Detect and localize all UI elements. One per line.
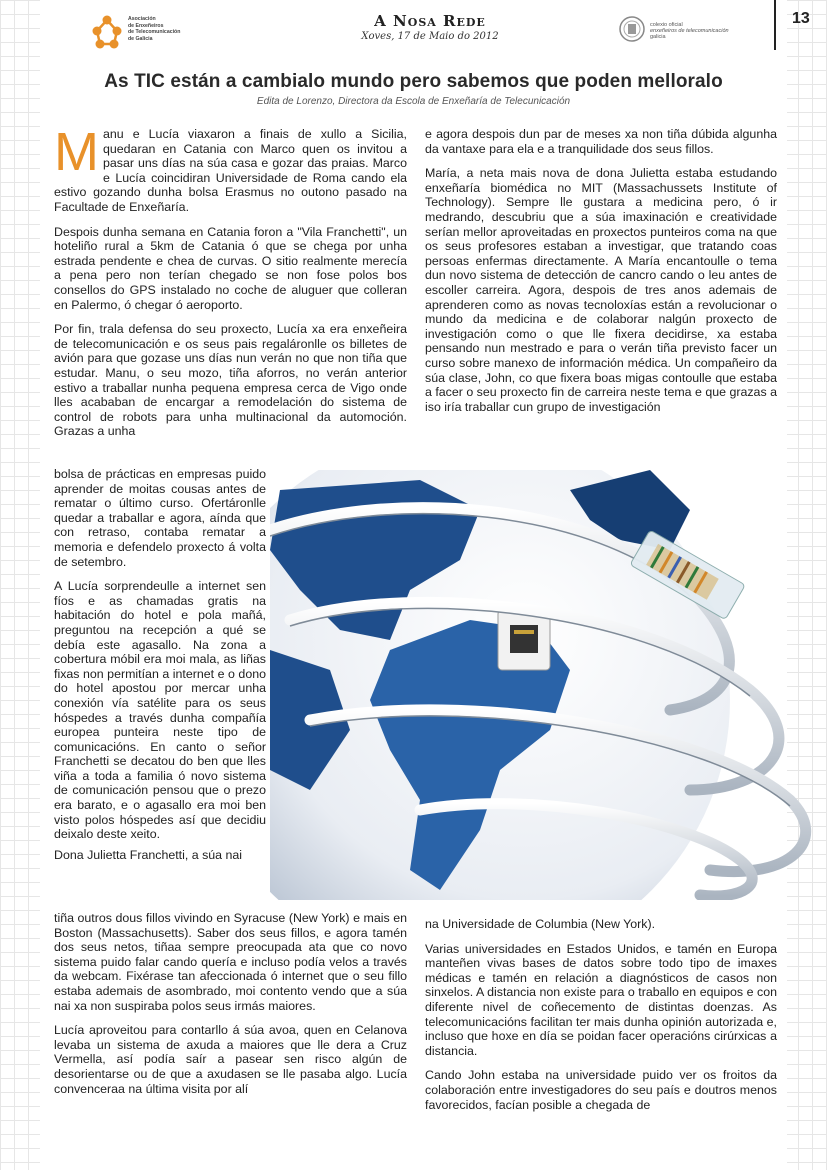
association-logo-icon [90, 14, 124, 50]
paragraph: na Universidade de Columbia (New York). [425, 917, 656, 931]
association-line: de Enxeñeiros [128, 22, 164, 29]
right-column-top [425, 127, 777, 424]
masthead-title: A Nosa Rede [374, 12, 486, 30]
college-line: enxeñeiros de telecomunicación [650, 28, 729, 34]
college-line: galicia [650, 34, 666, 40]
header-divider [774, 0, 776, 50]
page-header [40, 0, 827, 50]
paragraph: bolsa de prácticas en empresas puido aprender de moitas cousas antes de rematar o último curso. Ofertáronlle quedar a traballar e agora, aínda que con retraso, contaba rematar a memoria e defendelo proxecto á volta de setembro. [54, 467, 266, 569]
paragraph: Lucía aproveitou para contarllo á súa avoa, quen en Celanova levaba un sistema de axuda a maiores que lle dera a Cruz Vermella, así podía saír a pasear sen risco algún de desorientarse ou de que a axudasen se lle pasaba algo. Lucía convencerаa na última visita por alí [54, 1023, 407, 1096]
article-byline: Edita de Lorenzo, Directora da Escola de Enxeñaría de Telecunicación [256, 96, 571, 107]
paragraph: Por fin, trala defensa do seu proxecto, Lucía xa era enxeñeira de telecomunicación e os seus pais regaláronlle os billetes de avión para que gozase uns días nun verán no que non tiña que estudar. Manu, o seu mozo, tiña aforros, no verán anterior estivo a traballar nunha pequena empresa cerca de Vigo onde lles acababan de encargar a remodelación do sistema de control de robots para unha multinacional da automoción. Grazas a unha [54, 322, 407, 439]
article-headline: As TIC están a cambialo mundo pero sabemos que poden melloralo [104, 71, 723, 92]
association-line: Asociación [128, 16, 156, 22]
paragraph: A Lucía sorprendeulle a internet sen fíos e as chamadas gratis na habitación do hotel e pola mañá, preguntou na recepción a qué se debía este agasallo. Na zona a cobertura móbil era moi mala, as liñas fixas non permitían a internet e o dono do hotel apostou por mercar unha conexión vía satélite para os seus hóspedes a través dunha compañía europea punteira neste tipo de comunicacións. En canto o señor Franchetti se decatou do ben que lles viña a toda a familia ó novo sistema de comunicación pensou que o prezo era barato, e o agasallo era moi ben visto polos hóspedes así que decidiu deixalo deste xeito. [54, 579, 266, 842]
left-column-narrow [54, 467, 266, 862]
masthead [350, 12, 510, 42]
college-name [650, 22, 760, 40]
association-line: de Telecomunicación [128, 29, 181, 35]
right-column-bottom [425, 917, 777, 1122]
ethernet-socket-icon [498, 610, 550, 670]
paragraph-text: anu e Lucía viaxaron a finais de xullo a Sicilia, quedaran en Catania con Marco quen os invitou a pasar uns días na súa casa e gozar das praias. Marco e Lucía coincidiran Universidade de Roma cando ela estivo gozando dunha bolsa Erasmus no outono pasado na Facultade de Enxeñaría. [54, 127, 407, 214]
paragraph: Varias universidades en Estados Unidos, e tamén en Europa manteñen vivas bases de datos sobre todo tipo de imaxes médicas e tamén en relación a diagnósticos de casos non sinxelos. A distancia non existe para o traballo en equipos e con diferente nivel de coñecemento de distintas doenzas. As telecomunicacións facilitan ter mais dunha opinión autorizada e, incluso que hoxe en día se poidan facer operacións cirúrxicas a distancia. [425, 941, 777, 1058]
page-number: 13 [792, 10, 810, 27]
paragraph: Cando John estaba na universidade puido ver os froitos da colaboración entre investigadores do seu país e doutros menos favorecidos, facían posible a chegada de [425, 1068, 777, 1112]
left-column-bottom [54, 911, 407, 1106]
association-name [128, 16, 218, 42]
college-seal-icon [618, 14, 646, 44]
paragraph: tiña outros dous fillos vivindo en Syracuse (New York) e mais en Boston (Massachusetts). Saber dos seus fillos, e agora tamén dos seus netos, tiñaa sempre preocupada ata que co novo sistema puido falar cando quería e incluso podía velos a través da webcam. Fixérase tan afeccionada ó internet que o seu fillo estaba ademais de asombrado, moi contento vendo que a súa nai xa non suspiraba polos seus irmás maiores. [54, 911, 407, 1013]
left-column-top [54, 122, 407, 439]
masthead-date: Xoves, 17 de Maio do 2012 [361, 31, 499, 42]
association-line: de Galicia [128, 35, 153, 42]
paragraph: Dona Julietta Franchetti, a súa nai [54, 847, 243, 862]
paragraph [54, 122, 407, 215]
paragraph: Despois dunha semana en Catania foron a "Vila Franchetti", un hoteliño rural a 5km de Catania ó que se chega por unha estrada pendente e chea de curvas. O sitio realmente merecía a pena pero non terían chegado se non fose polos bos consellos do GPS instalado no coche de aluguer que colleran en Palermo, ó chegar ó aeroporto. [54, 224, 407, 312]
globe-cable-illustration [270, 470, 827, 900]
paragraph: María, a neta mais nova de dona Julietta estaba estudando enxeñaría biomédica no MIT (Massachussets Institute of Technology). Sempre lle gustara a medicina pero, ó ir medrando, descubriu que a súa imaxinación e creatividade serían mellor aproveitadas en proxectos punteiros coma na que os seus profesores estaban a investigar, que tratando coas persoas enfermas directamente. A María encantoulle o tema dun novo sistema de detección de cancro cando o leu antes de escoller carreira. Agora, despois de tres anos ademais de aprenderen como as novas tecnoloxías están a revolucionar o mundo da medicina e de colaborar nalgún proxecto de investigación como o que lle fixera decidirse, xa estaba pensando nun mestrado e para o verán tiña previsto facer un curso sobre manexo de información médica. Un compañeiro da súa clase, John, co que fixera boas migas contoulle que estaba a facer o seu proxecto fin de carreira neste tema e que grazas a iso iría traballar cun grupo de investigación [425, 166, 777, 414]
paragraph: e agora despois dun par de meses xa non tiña dúbida algunha da vantaxe para ela e a tranquilidade dos seus fillos. [425, 127, 777, 156]
college-line: colexio oficial [650, 22, 683, 28]
drop-cap: M [54, 122, 99, 182]
